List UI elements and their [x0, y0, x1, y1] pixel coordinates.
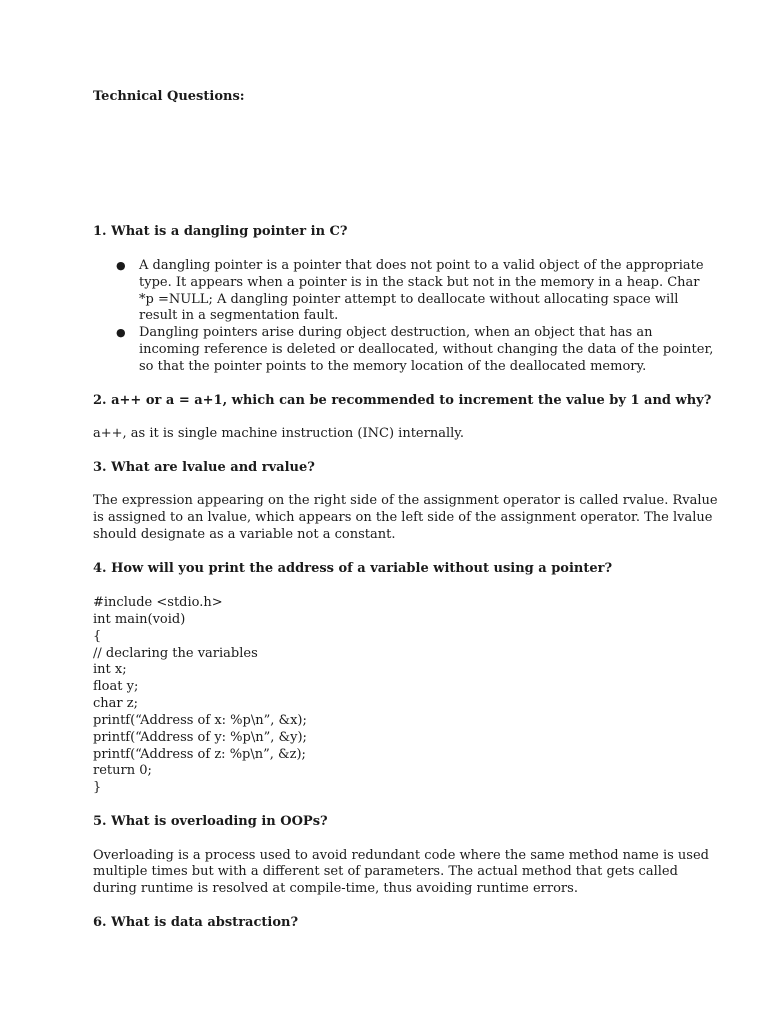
- q3-answer-line-3: should designate as a variable not a constant.: [93, 527, 396, 542]
- code-line: char z;: [93, 696, 138, 711]
- question-4-heading: 4. How will you print the address of a variable without using a pointer?: [93, 561, 613, 576]
- code-line: printf(“Address of x: %p\n”, &x);: [93, 713, 307, 728]
- q1-bullet-2-line-3: so that the pointer points to the memory location of the deallocated memory.: [139, 359, 647, 374]
- code-line: }: [93, 780, 102, 795]
- code-line: printf(“Address of z: %p\n”, &z);: [93, 747, 306, 762]
- q1-bullet-1-line-4: result in a segmentation fault.: [139, 308, 339, 323]
- question-2-answer: a++, as it is single machine instruction (INC) internally.: [93, 426, 465, 441]
- code-line: // declaring the variables: [93, 646, 258, 661]
- q3-answer-line-1: The expression appearing on the right side of the assignment operator is called rvalue. Rvalue: [93, 493, 718, 508]
- bullet-marker: ●: [116, 259, 126, 272]
- question-2-heading: 2. a++ or a = a+1, which can be recommended to increment the value by 1 and why?: [93, 393, 712, 408]
- question-3-heading: 3. What are lvalue and rvalue?: [93, 460, 315, 475]
- q5-answer-line-1: Overloading is a process used to avoid redundant code where the same method name is used: [93, 848, 709, 863]
- q1-bullet-1-line-2: type. It appears when a pointer is in the stack but not in the memory in a heap. Char: [139, 275, 700, 290]
- document-title: Technical Questions:: [93, 89, 245, 104]
- code-line: return 0;: [93, 763, 152, 778]
- q5-answer-line-2: multiple times but with a different set of parameters. The actual method that gets called: [93, 864, 678, 879]
- code-line: float y;: [93, 679, 139, 694]
- question-6-heading: 6. What is data abstraction?: [93, 915, 299, 930]
- question-5-heading: 5. What is overloading in OOPs?: [93, 814, 328, 829]
- code-line: printf(“Address of y: %p\n”, &y);: [93, 730, 307, 745]
- q1-bullet-1-line-1: A dangling pointer is a pointer that does not point to a valid object of the appropriate: [139, 258, 704, 273]
- bullet-marker: ●: [116, 326, 126, 339]
- q1-bullet-1-line-3: *p =NULL; A dangling pointer attempt to deallocate without allocating space will: [139, 292, 679, 307]
- code-line: int main(void): [93, 612, 186, 627]
- code-line: int x;: [93, 662, 127, 677]
- q1-bullet-2-line-2: incoming reference is deleted or deallocated, without changing the data of the pointer,: [139, 342, 714, 357]
- q1-bullet-2-line-1: Dangling pointers arise during object destruction, when an object that has an: [139, 325, 653, 340]
- q3-answer-line-2: is assigned to an lvalue, which appears on the left side of the assignment operator. The lvalue: [93, 510, 713, 525]
- code-line: {: [93, 629, 102, 644]
- q5-answer-line-3: during runtime is resolved at compile-time, thus avoiding runtime errors.: [93, 881, 578, 896]
- code-line: #include <stdio.h>: [93, 595, 223, 610]
- question-1-heading: 1. What is a dangling pointer in C?: [93, 224, 348, 239]
